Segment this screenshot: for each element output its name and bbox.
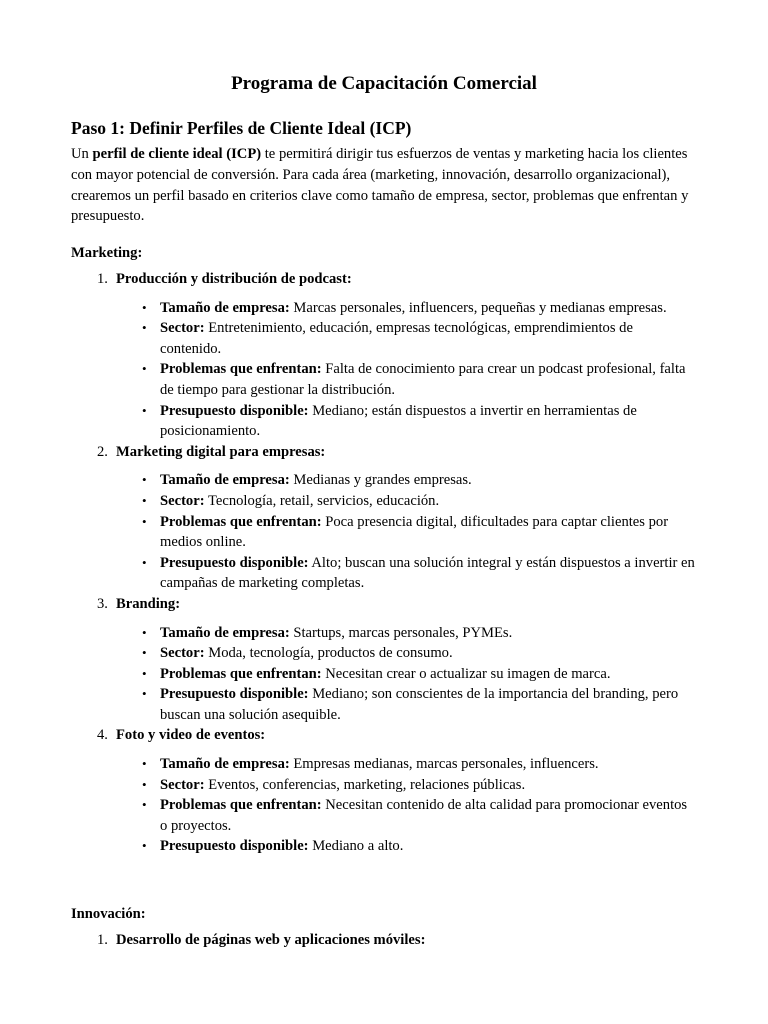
attribute-item [71,401,695,442]
attribute-key: Sector: [160,492,205,509]
bullet-icon: • [142,299,147,315]
bullet-icon: • [142,472,147,488]
service-name: Branding: [116,595,181,612]
innovation-services-list [71,930,711,951]
attribute-item [71,754,695,775]
attribute-item [71,775,695,796]
service-name: Producción y distribución de podcast: [116,271,352,287]
service-number: 3. [97,595,108,612]
attribute-item [71,491,695,512]
service-number: 4. [97,727,108,744]
bullet-icon: • [142,320,147,336]
service-number: 2. [97,443,108,460]
service-name: Desarrollo de páginas web y aplicaciones móviles: [116,932,426,949]
attribute-value: Tecnología, retail, servicios, educación. [204,492,440,509]
attribute-value: Falta de conocimiento para crear un podcast profesional, falta de tiempo para gestionar la distribución. [160,361,686,398]
attribute-key: Tamaño de empresa: [160,624,290,641]
attribute-item [71,623,695,644]
bullet-icon: • [142,838,147,854]
attribute-value: Poca presencia digital, dificultades para captar clientes por medios online. [160,513,669,551]
attribute-value: Empresas medianas, marcas personales, influencers. [289,756,599,773]
attribute-key: Sector: [160,645,205,662]
bullet-icon: • [142,756,147,772]
bullet-icon: • [142,776,147,792]
section-label-marketing: Marketing: [71,245,143,261]
attribute-item [71,836,695,857]
attribute-item [71,359,695,400]
bullet-icon: • [142,645,147,661]
attribute-key: Tamaño de empresa: [160,756,290,773]
attribute-value: Medianas y grandes empresas. [289,472,472,489]
attribute-key: Tamaño de empresa: [160,299,290,316]
attribute-key: Sector: [160,320,205,337]
attribute-item [71,643,695,664]
page-title: Programa de Capacitación Comercial [231,73,537,94]
intro-pre: Un [71,146,93,162]
attribute-value: Mediano a alto. [308,838,404,855]
bullet-icon: • [142,797,147,813]
attribute-key: Problemas que enfrentan: [160,797,322,814]
attribute-list [71,298,711,442]
service-heading [71,442,711,463]
service-name: Foto y video de eventos: [116,727,266,744]
service-heading [71,269,711,290]
intro-paragraph [71,144,693,227]
intro-bold-term: perfil de cliente ideal (ICP) [92,146,262,162]
attribute-value: Marcas personales, influencers, pequeñas y medianas empresas. [289,299,667,316]
attribute-value: Moda, tecnología, productos de consumo. [204,645,453,662]
attribute-item [71,795,695,836]
service-heading [71,930,711,951]
bullet-icon: • [142,554,147,570]
attribute-item [71,470,695,491]
attribute-value: Necesitan contenido de alta calidad para promocionar eventos o proyectos. [160,797,688,834]
intro-post: te permitirá dirigir tus esfuerzos de ventas y marketing hacia los clientes con mayor potencial de conversión. Para cada área (marketing, innovación, desarrollo organizacional), crearemos un perfil basado en criterios clave como tamaño de empresa, sector, problemas que enfrentan y presupuesto. [71,146,689,225]
attribute-key: Presupuesto disponible: [160,686,309,703]
service-item [71,594,711,726]
attribute-key: Problemas que enfrentan: [160,665,322,682]
bullet-icon: • [142,361,147,377]
service-number: 1. [97,271,108,287]
attribute-list [71,754,711,857]
attribute-key: Sector: [160,776,205,793]
attribute-value: Eventos, conferencias, marketing, relaciones públicas. [204,776,526,793]
attribute-item [71,664,695,685]
attribute-key: Presupuesto disponible: [160,838,309,855]
attribute-item [71,318,695,359]
attribute-item [71,553,695,594]
bullet-icon: • [142,624,147,640]
attribute-key: Presupuesto disponible: [160,554,309,571]
attribute-value: Necesitan crear o actualizar su imagen de marca. [321,665,611,682]
attribute-list [71,470,711,594]
attribute-key: Tamaño de empresa: [160,472,290,489]
attribute-value: Alto; buscan una solución integral y están dispuestos a invertir en campañas de marketing completas. [160,554,695,592]
service-name: Marketing digital para empresas: [116,443,326,460]
attribute-item [71,512,695,553]
attribute-key: Problemas que enfrentan: [160,361,322,378]
bullet-icon: • [142,402,147,418]
bullet-icon: • [142,665,147,681]
attribute-value: Startups, marcas personales, PYMEs. [289,624,513,641]
service-item [71,930,711,951]
service-item [71,442,711,594]
bullet-icon: • [142,513,147,529]
marketing-services-list [71,269,711,857]
service-item [71,269,711,442]
step-heading: Paso 1: Definir Perfiles de Cliente Ideal (ICP) [71,118,412,138]
attribute-item [71,298,695,319]
attribute-key: Problemas que enfrentan: [160,513,322,530]
section-label-innovation: Innovación: [71,906,146,923]
attribute-key: Presupuesto disponible: [160,402,309,419]
service-item [71,725,711,857]
attribute-value: Mediano; están dispuestos a invertir en herramientas de posicionamiento. [160,402,637,440]
service-heading [71,725,711,746]
bullet-icon: • [142,686,147,702]
service-number: 1. [97,932,108,949]
attribute-list [71,623,711,726]
service-heading [71,594,711,615]
attribute-value: Mediano; son conscientes de la importancia del branding, pero buscan una solución asequible. [160,686,679,723]
attribute-value: Entretenimiento, educación, empresas tecnológicas, emprendimientos de contenido. [160,320,633,357]
attribute-item [71,684,695,725]
bullet-icon: • [142,492,147,508]
content [71,243,711,951]
